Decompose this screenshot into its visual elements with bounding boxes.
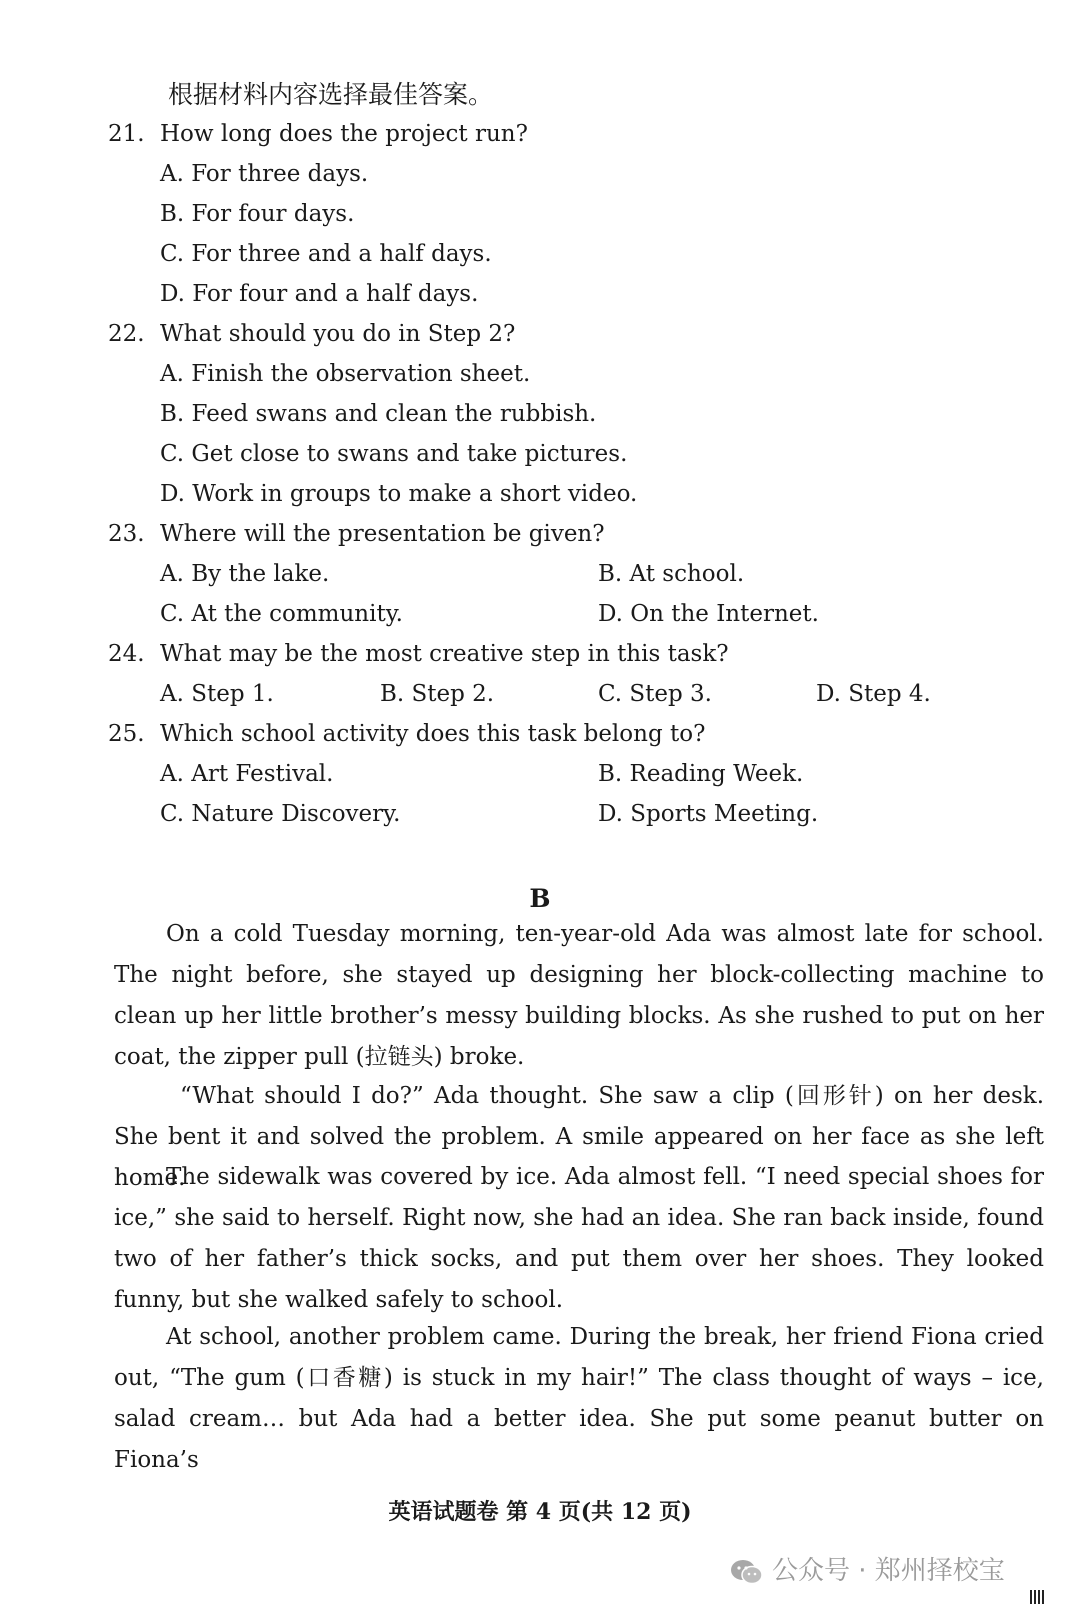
option-21d: D. For four and a half days. (160, 281, 479, 307)
option-25d: D. Sports Meeting. (598, 801, 819, 827)
question-text: Which school activity does this task belong to? (160, 721, 706, 747)
question-text: What should you do in Step 2? (160, 321, 516, 347)
option-23b: B. At school. (598, 561, 745, 587)
option-24d: D. Step 4. (816, 681, 931, 707)
question-number: 23. (108, 521, 145, 547)
option-22a: A. Finish the observation sheet. (160, 361, 531, 387)
question-text: What may be the most creative step in this task? (160, 641, 729, 667)
watermark-text: 公众号 · 郑州择校宝 (772, 1556, 1005, 1586)
question-25 (108, 719, 705, 749)
question-number: 24. (108, 641, 145, 667)
question-24 (108, 639, 729, 669)
question-number: 21. (108, 121, 145, 147)
passage-paragraph-1: On a cold Tuesday morning, ten-year-old Ada was almost late for school. The night before, she stayed up designing her block-collecting machine to clean up her little brother’s messy building blocks. As she rushed to put on her coat, the zipper pull (拉链头) broke. (114, 921, 1044, 1070)
option-22c: C. Get close to swans and take pictures. (160, 441, 628, 467)
option-25c: C. Nature Discovery. (160, 801, 401, 827)
option-23d: D. On the Internet. (598, 601, 819, 627)
option-21c: C. For three and a half days. (160, 241, 492, 267)
option-24b: B. Step 2. (380, 681, 495, 707)
option-22d: D. Work in groups to make a short video. (160, 481, 638, 507)
question-23 (108, 519, 605, 549)
option-23c: C. At the community. (160, 601, 403, 627)
wechat-icon (730, 1558, 764, 1586)
question-22 (108, 319, 515, 349)
page-footer: 英语试题卷 第 4 页(共 12 页) (388, 1499, 692, 1525)
instruction-text: 根据材料内容选择最佳答案。 (168, 80, 494, 109)
option-24c: C. Step 3. (598, 681, 712, 707)
option-23a: A. By the lake. (160, 561, 330, 587)
passage-paragraph-3: The sidewalk was covered by ice. Ada almost fell. “I need special shoes for ice,” she said to herself. Right now, she had an idea. She ran back inside, found two of her father’s thick socks, and put them over her shoes. They looked funny, but she walked safely to school. (114, 1164, 1044, 1313)
option-25a: A. Art Festival. (160, 761, 334, 787)
passage-paragraph-2: “What should I do?” Ada thought. She saw a clip (回形针) on her desk. She bent it and solved the problem. A smile appeared on her face as she left home. (114, 1083, 1044, 1191)
section-title: B (529, 884, 551, 913)
question-text: How long does the project run? (160, 121, 528, 147)
watermark (730, 1550, 1005, 1587)
question-number: 25. (108, 721, 145, 747)
option-25b: B. Reading Week. (598, 761, 804, 787)
option-21b: B. For four days. (160, 201, 355, 227)
question-21 (108, 119, 528, 149)
option-21a: A. For three days. (160, 161, 369, 187)
question-text: Where will the presentation be given? (160, 521, 605, 547)
qr-code-icon (1030, 1590, 1044, 1604)
option-22b: B. Feed swans and clean the rubbish. (160, 401, 597, 427)
option-24a: A. Step 1. (160, 681, 274, 707)
question-number: 22. (108, 321, 145, 347)
passage-paragraph-4: At school, another problem came. During the break, her friend Fiona cried out, “The gum (口香糖) is stuck in my hair!” The class thought of ways – ice, salad cream… but Ada had a better idea. She put some peanut butter on Fiona’s (114, 1324, 1044, 1473)
